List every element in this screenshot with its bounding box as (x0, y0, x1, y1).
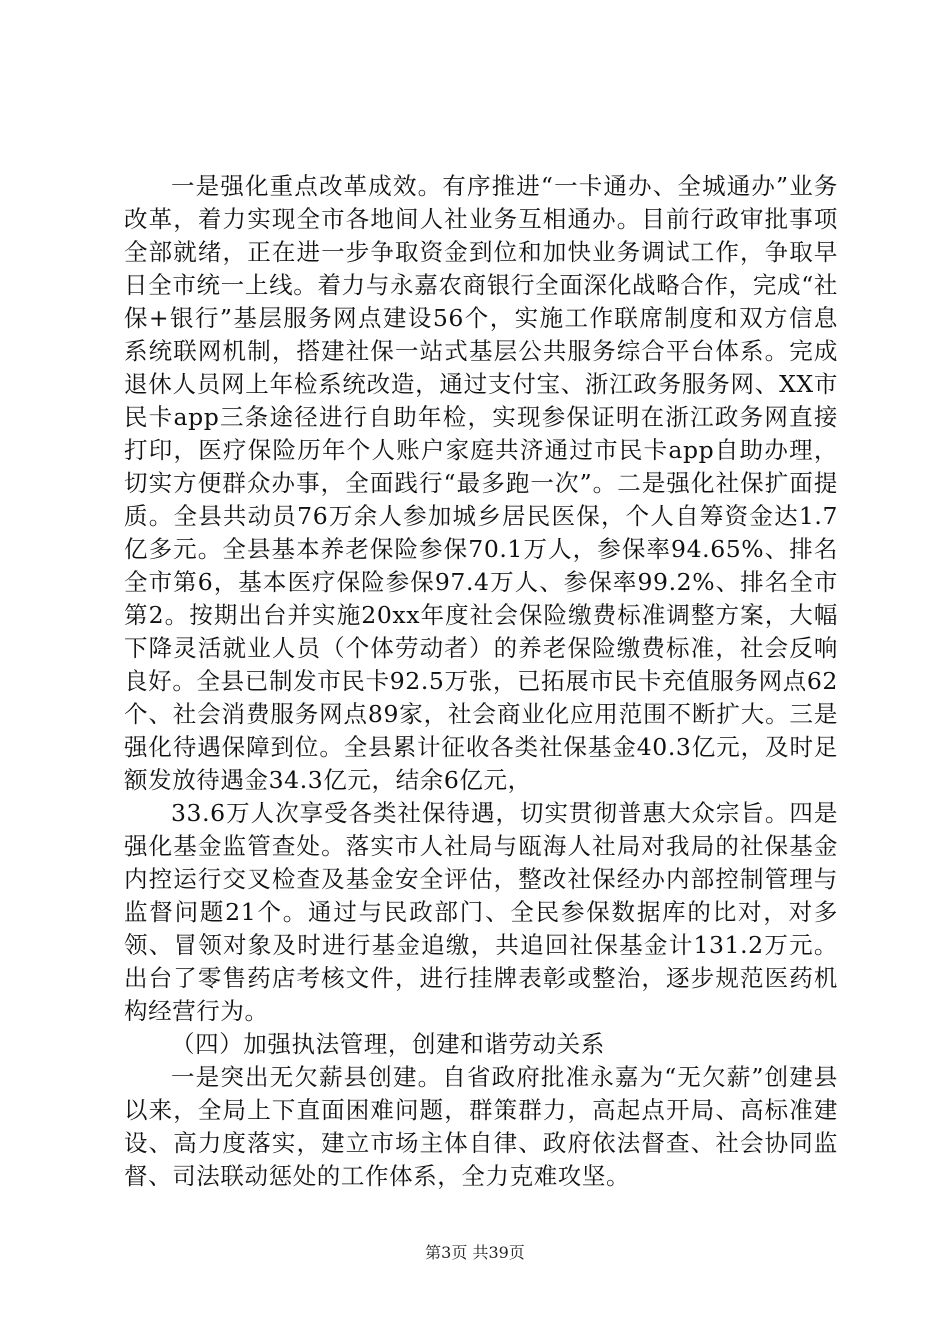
page-number-footer: 第3页 共39页 (425, 1243, 525, 1262)
document-body (124, 170, 838, 1193)
paragraph-no-wage-arrears: 一是突出无欠薪县创建。自省政府批准永嘉为“无欠薪”创建县以来，全局上下直面困难问题，群策群力，高起点开局、高标准建设、高力度落实，建立市场主体自律、政府依法督查、社会协同监督、司法联动惩处的工作体系，全力克难攻坚。 (124, 1063, 838, 1190)
paragraph-social-insurance-reform: 一是强化重点改革成效。有序推进“一卡通办、全城通办”业务改革，着力实现全市各地间人社业务互相通办。目前行政审批事项全部就绪，正在进一步争取资金到位和加快业务调试工作，争取早日全市统一上线。着力与永嘉农商银行全面深化战略合作，完成“社保+银行”基层服务网点建设56个，实施工作联席制度和双方信息系统联网机制，搭建社保一站式基层公共服务综合平台体系。完成退休人员网上年检系统改造，通过支付宝、浙江政务服务网、XX市民卡app三条途径进行自助年检，实现参保证明在浙江政务网直接打印，医疗保险历年个人账户家庭共济通过市民卡app自助办理，切实方便群众办事，全面践行“最多跑一次”。二是强化社保扩面提质。全县共动员76万余人参加城乡居民医保，个人自筹资金达1.7亿多元。全县基本养老保险参保70.1万人，参保率94.65%、排名全市第6，基本医疗保险参保97.4万人、参保率99.2%、排名全市第2。按期出台并实施20xx年度社会保险缴费标准调整方案，大幅下降灵活就业人员（个体劳动者）的养老保险缴费标准，社会反响良好。全县已制发市民卡92.5万张，已拓展市民卡充值服务网点62个、社会消费服务网点89家，社会商业化应用范围不断扩大。三是强化待遇保障到位。全县累计征收各类社保基金40.3亿元，及时足额发放待遇金34.3亿元，结余6亿元， (124, 172, 838, 794)
section-heading-labor-relations: （四）加强执法管理，创建和谐劳动关系 (171, 1030, 605, 1058)
paragraph-fund-supervision: 33.6万人次享受各类社保待遇，切实贯彻普惠大众宗旨。四是强化基金监管查处。落实市人社局与瓯海人社局对我局的社保基金内控运行交叉检查及基金安全评估，整改社保经办内部控制管理与监督问题21个。通过与民政部门、全民参保数据库的比对，对多领、冒领对象及时进行基金追缴，共追回社保基金计131.2万元。出台了零售药店考核文件，进行挂牌表彰或整治，逐步规范医药机构经营行为。 (124, 799, 838, 1025)
